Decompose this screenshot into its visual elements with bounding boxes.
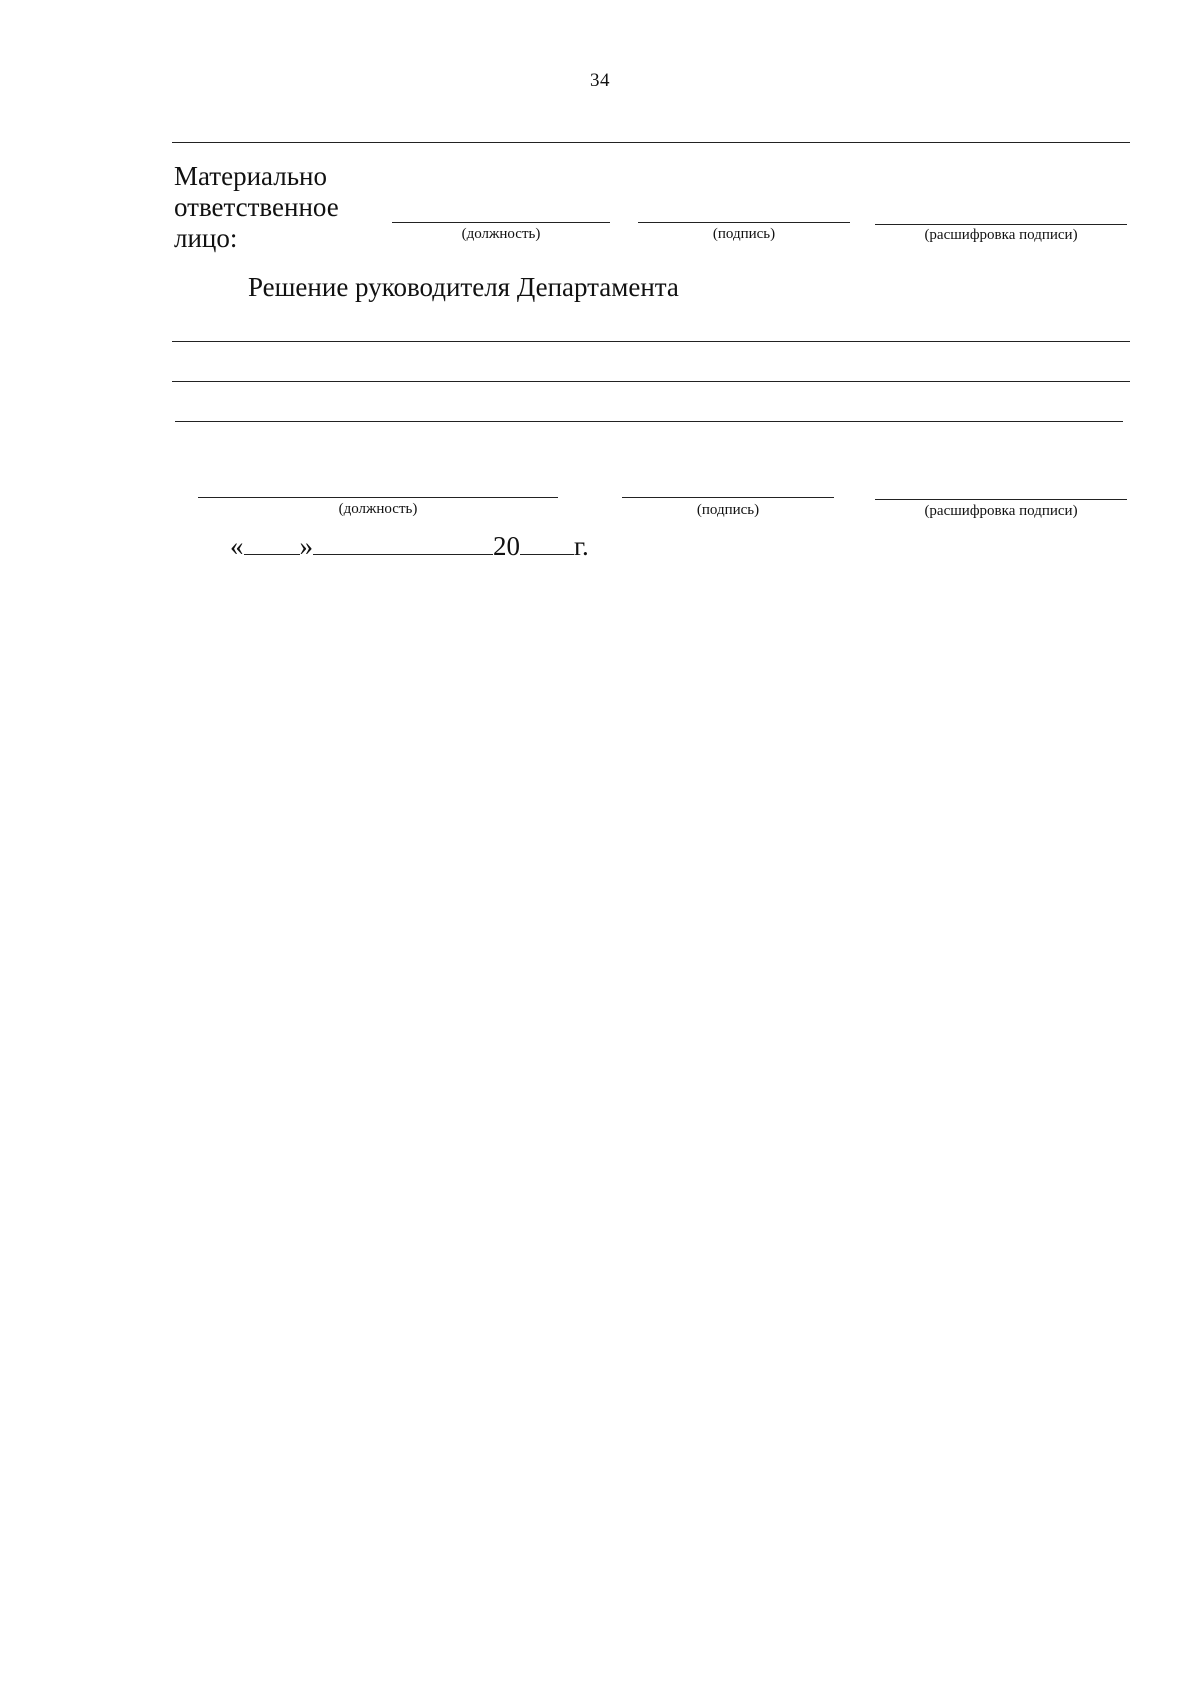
page-number: 34 (590, 70, 610, 91)
decision-heading: Решение руководителя Департамента (248, 272, 679, 302)
responsible-person-label-line-1: Материально (174, 161, 327, 191)
decision-line-1[interactable] (172, 341, 1130, 342)
responsible-decryption-line[interactable] (875, 224, 1127, 225)
date-day-blank[interactable] (244, 530, 300, 555)
head-decryption-line[interactable] (875, 499, 1127, 500)
head-signature-line[interactable] (622, 497, 834, 498)
date-line (230, 530, 589, 562)
head-position-caption: (должность) (338, 501, 418, 517)
head-decryption-caption: (расшифровка подписи) (924, 503, 1078, 519)
responsible-signature-caption: (подпись) (712, 226, 776, 242)
responsible-person-label-line-2: ответственное (174, 192, 339, 222)
responsible-signature-line[interactable] (638, 222, 850, 223)
responsible-decryption-caption: (расшифровка подписи) (924, 227, 1078, 243)
date-open-quote: « (230, 531, 244, 561)
responsible-person-label-line-3: лицо: (174, 223, 238, 253)
date-year-prefix: 20 (493, 531, 520, 561)
decision-line-2[interactable] (172, 381, 1130, 382)
head-signature-caption: (подпись) (696, 502, 760, 518)
date-close-quote: » (299, 531, 313, 561)
responsible-person-label (174, 161, 339, 254)
responsible-position-line[interactable] (392, 222, 610, 223)
head-position-line[interactable] (198, 497, 558, 498)
date-month-blank[interactable] (313, 530, 493, 555)
responsible-position-caption: (должность) (461, 226, 541, 242)
top-divider (172, 142, 1130, 143)
date-year-blank[interactable] (520, 530, 574, 555)
date-year-suffix: г. (574, 531, 589, 561)
decision-line-3[interactable] (175, 421, 1123, 422)
